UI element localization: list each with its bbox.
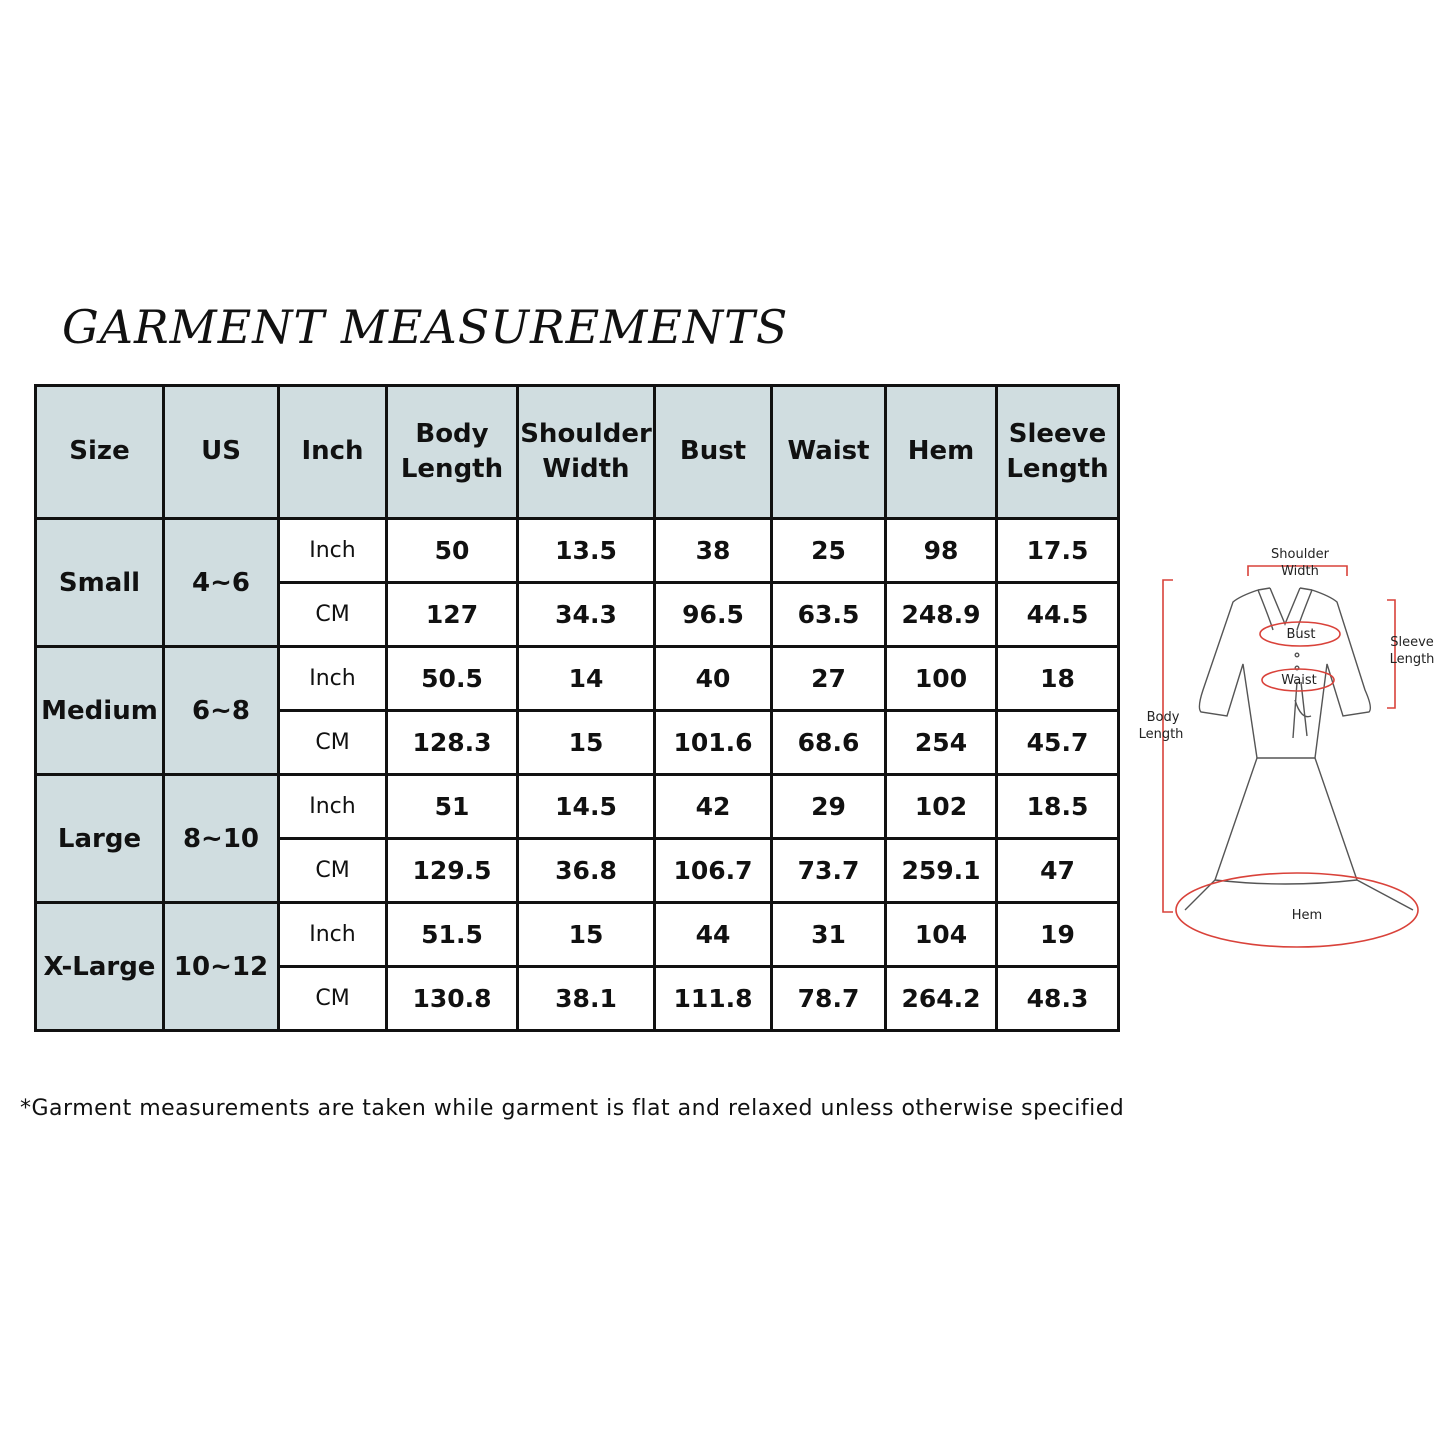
measurement-cell: 68.6: [772, 711, 886, 775]
measurement-cell: 248.9: [886, 583, 997, 647]
header-row: [36, 386, 1119, 519]
size-cell: Large: [36, 775, 164, 903]
measurement-cell: 51.5: [387, 903, 518, 967]
measurement-cell: 101.6: [655, 711, 772, 775]
measurement-cell: 19: [997, 903, 1119, 967]
sleeve-label-2: Length: [1389, 652, 1435, 667]
dress-diagram: [1125, 540, 1435, 960]
waist-label: Waist: [1281, 673, 1317, 688]
measurement-cell: 40: [655, 647, 772, 711]
measurement-cell: 14.5: [518, 775, 655, 839]
measurement-cell: 106.7: [655, 839, 772, 903]
measurement-cell: 15: [518, 903, 655, 967]
column-header: Inch: [279, 386, 387, 519]
measurement-cell: 31: [772, 903, 886, 967]
measurement-cell: 50.5: [387, 647, 518, 711]
bust-label: Bust: [1286, 627, 1316, 642]
size-cell: X-Large: [36, 903, 164, 1031]
measurement-cell: 44.5: [997, 583, 1119, 647]
measurement-cell: 44: [655, 903, 772, 967]
measurement-cell: 104: [886, 903, 997, 967]
column-header: Bust: [655, 386, 772, 519]
us-size-cell: 4~6: [164, 519, 279, 647]
measurement-marks: [1163, 566, 1418, 947]
unit-cell: Inch: [279, 519, 387, 583]
measurement-cell: 98: [886, 519, 997, 583]
column-header: Size: [36, 386, 164, 519]
body-label-1: Body: [1146, 710, 1180, 725]
unit-cell: CM: [279, 839, 387, 903]
measurement-cell: 63.5: [772, 583, 886, 647]
measurement-cell: 50: [387, 519, 518, 583]
column-header: Sleeve Length: [997, 386, 1119, 519]
sleeve-label-1: Sleeve: [1390, 635, 1434, 650]
unit-cell: Inch: [279, 775, 387, 839]
measurement-cell: 38.1: [518, 967, 655, 1031]
hem-label: Hem: [1291, 908, 1323, 923]
measurement-cell: 13.5: [518, 519, 655, 583]
footnote: *Garment measurements are taken while garment is flat and relaxed unless otherwise specified: [20, 1096, 1125, 1121]
measurement-cell: 29: [772, 775, 886, 839]
column-header: Body Length: [387, 386, 518, 519]
body-length-mark: [1163, 580, 1173, 912]
measurement-cell: 96.5: [655, 583, 772, 647]
unit-cell: CM: [279, 583, 387, 647]
measurement-cell: 18: [997, 647, 1119, 711]
table-row: [36, 775, 1119, 839]
table-row: [36, 519, 1119, 583]
size-cell: Medium: [36, 647, 164, 775]
measurement-cell: 127: [387, 583, 518, 647]
size-chart: [34, 384, 1120, 1032]
measurement-cell: 111.8: [655, 967, 772, 1031]
shoulder-label-2: Width: [1281, 564, 1319, 579]
column-header: Shoulder Width: [518, 386, 655, 519]
diagram-labels: [1139, 547, 1435, 923]
measurement-cell: 18.5: [997, 775, 1119, 839]
shoulder-label-1: Shoulder: [1271, 547, 1329, 562]
measurement-cell: 15: [518, 711, 655, 775]
measurement-cell: 38: [655, 519, 772, 583]
us-size-cell: 10~12: [164, 903, 279, 1031]
dress-illustration: [1125, 540, 1435, 960]
column-header: US: [164, 386, 279, 519]
table-body: [36, 519, 1119, 1031]
unit-cell: Inch: [279, 903, 387, 967]
us-size-cell: 6~8: [164, 647, 279, 775]
body-label-2: Length: [1138, 727, 1184, 742]
measurement-cell: 259.1: [886, 839, 997, 903]
measurement-cell: 48.3: [997, 967, 1119, 1031]
column-header: Hem: [886, 386, 997, 519]
size-cell: Small: [36, 519, 164, 647]
measurement-cell: 100: [886, 647, 997, 711]
measurement-cell: 51: [387, 775, 518, 839]
measurement-cell: 42: [655, 775, 772, 839]
page-title: GARMENT MEASUREMENTS: [62, 300, 789, 354]
measurement-cell: 78.7: [772, 967, 886, 1031]
table-row: [36, 647, 1119, 711]
unit-cell: Inch: [279, 647, 387, 711]
measurement-cell: 47: [997, 839, 1119, 903]
measurement-cell: 27: [772, 647, 886, 711]
measurement-cell: 73.7: [772, 839, 886, 903]
us-size-cell: 8~10: [164, 775, 279, 903]
unit-cell: CM: [279, 711, 387, 775]
measurement-cell: 45.7: [997, 711, 1119, 775]
measurement-cell: 34.3: [518, 583, 655, 647]
measurement-cell: 14: [518, 647, 655, 711]
measurement-cell: 36.8: [518, 839, 655, 903]
measurement-cell: 25: [772, 519, 886, 583]
table-row: [36, 903, 1119, 967]
measurement-cell: 102: [886, 775, 997, 839]
measurement-cell: 17.5: [997, 519, 1119, 583]
measurement-cell: 264.2: [886, 967, 997, 1031]
size-table: [34, 384, 1120, 1032]
column-header: Waist: [772, 386, 886, 519]
measurement-cell: 129.5: [387, 839, 518, 903]
measurement-cell: 130.8: [387, 967, 518, 1031]
unit-cell: CM: [279, 967, 387, 1031]
measurement-cell: 254: [886, 711, 997, 775]
measurement-cell: 128.3: [387, 711, 518, 775]
